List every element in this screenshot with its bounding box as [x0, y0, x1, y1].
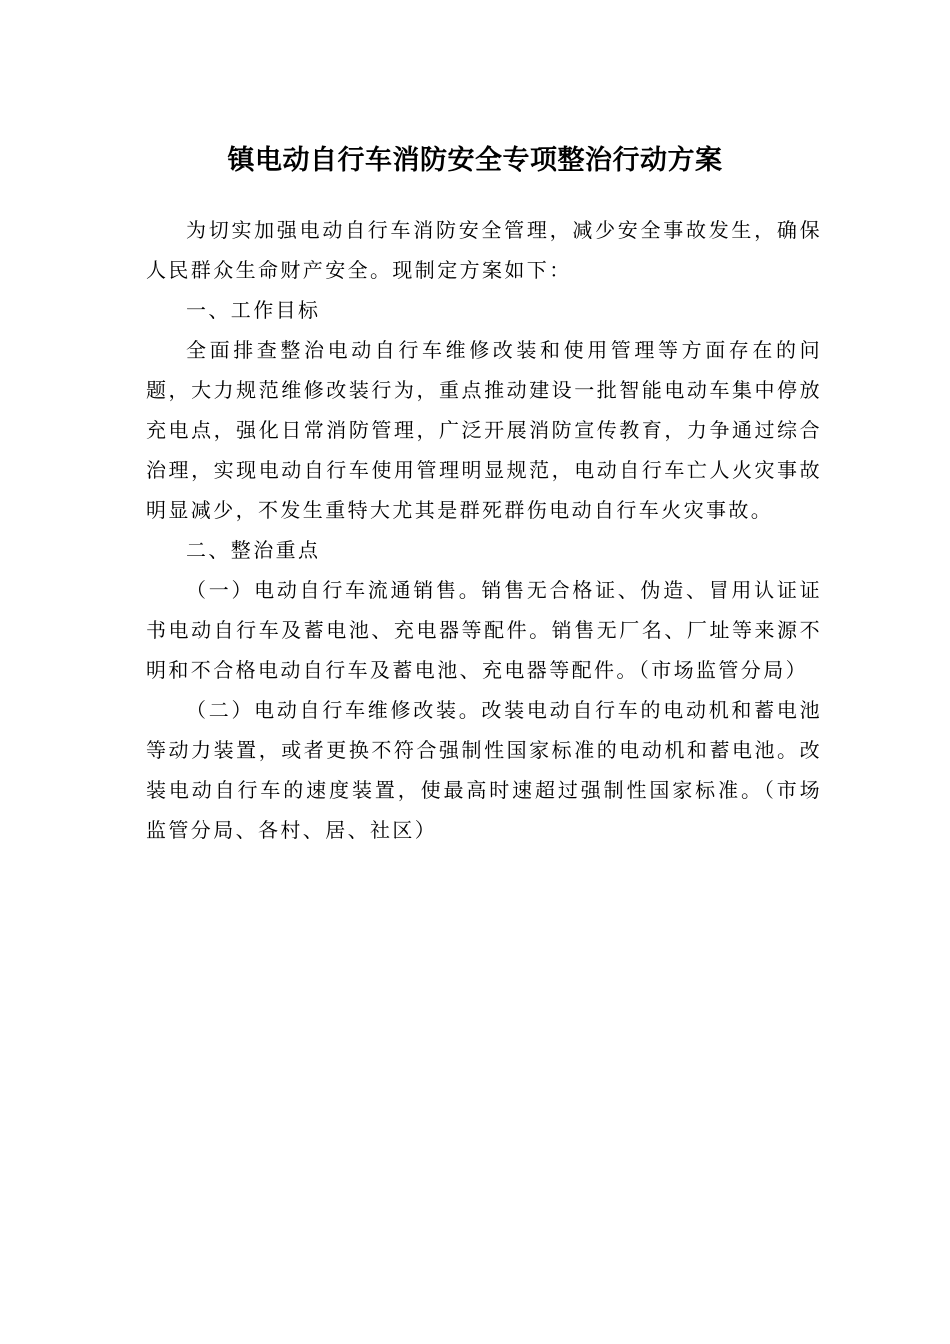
focus-item-repair: （二）电动自行车维修改装。改装电动自行车的电动机和蓄电池等动力装置，或者更换不符合强制性国家标准的电动机和蓄电池。改装电动自行车的速度装置，使最高时速超过强制性国家标准。（市场监管分局、各村、居、社区）: [146, 698, 822, 842]
focus-item-sales: （一）电动自行车流通销售。销售无合格证、伪造、冒用认证证书电动自行车及蓄电池、充电器等配件。销售无厂名、厂址等来源不明和不合格电动自行车及蓄电池、充电器等配件。（市场监管分局）: [146, 578, 822, 682]
document-title: 镇电动自行车消防安全专项整治行动方案: [227, 145, 723, 176]
section-heading-focus: 二、整治重点: [186, 538, 321, 562]
goals-paragraph: 全面排查整治电动自行车维修改装和使用管理等方面存在的问题，大力规范维修改装行为，重点推动建设一批智能电动车集中停放充电点，强化日常消防管理，广泛开展消防宣传教育，力争通过综合治理，实现电动自行车使用管理明显规范，电动自行车亡人火灾事故明显减少，不发生重特大尤其是群死群伤电动自行车火灾事故。: [146, 338, 822, 522]
section-heading-goals: 一、工作目标: [186, 298, 321, 322]
document-body: [146, 210, 822, 850]
intro-paragraph: 为切实加强电动自行车消防安全管理，减少安全事故发生，确保人民群众生命财产安全。现制定方案如下：: [146, 218, 822, 282]
